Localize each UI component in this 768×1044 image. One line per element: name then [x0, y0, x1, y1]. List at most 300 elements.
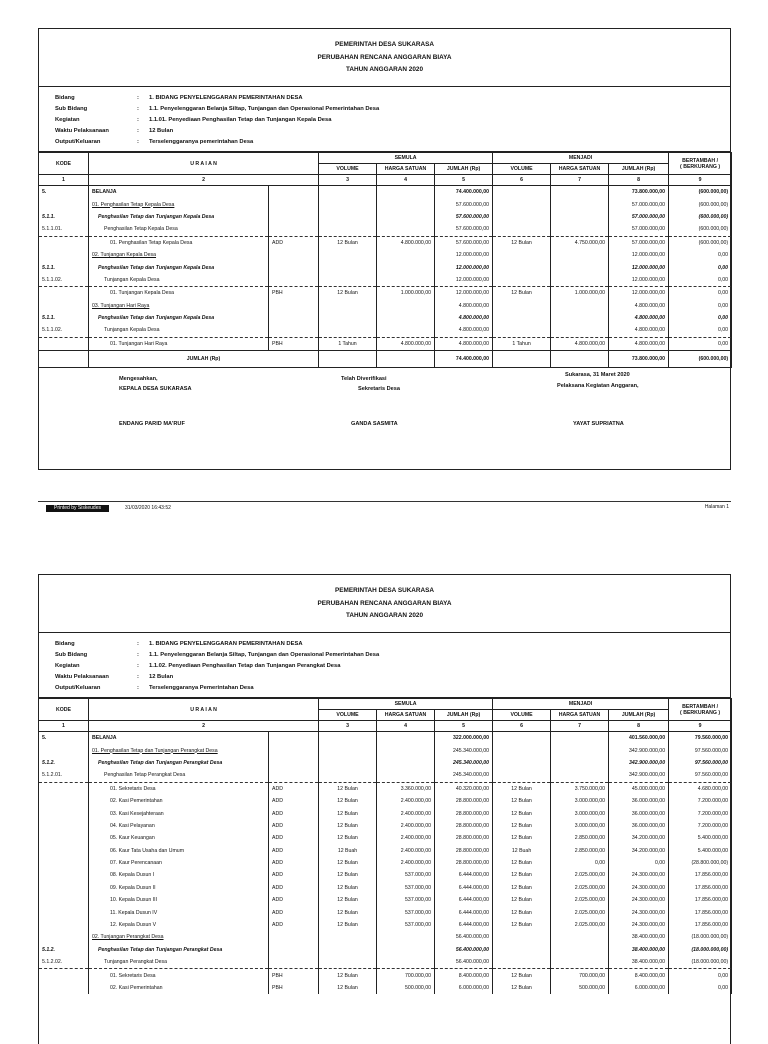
cell-volume: 1 Tahun — [493, 337, 551, 350]
cell-jumlah: 34.200.000,00 — [609, 832, 669, 844]
cell-jumlah: 38.400.000,00 — [609, 944, 669, 956]
cell-volume: 12 Bulan — [319, 919, 377, 931]
cell-kode — [39, 782, 89, 795]
table-row — [39, 869, 732, 881]
info-value: 1.1. Penyelenggaran Belanja Siltap, Tunjangan dan Operasional Pemerintahan Desa — [149, 106, 380, 112]
header-semula: SEMULA — [319, 153, 493, 164]
page-footer — [38, 501, 731, 514]
cell-volume — [319, 931, 377, 943]
cell-bertambah: 0,00 — [669, 249, 732, 261]
cell-bertambah: (600.000,00) — [669, 186, 732, 199]
cell-harga — [551, 757, 609, 769]
cell-bertambah: 0,00 — [669, 287, 732, 300]
table-row — [39, 919, 732, 931]
cell-jumlah: 6.444.000,00 — [435, 919, 493, 931]
cell-harga: 3.000.000,00 — [551, 807, 609, 819]
rab-page-1 — [38, 28, 731, 470]
cell-harga — [377, 249, 435, 261]
total-menjadi: 73.800.000,00 — [609, 351, 669, 368]
cell-harga: 4.800.000,00 — [377, 236, 435, 249]
cell-jumlah: 8.400.000,00 — [435, 969, 493, 982]
cell-jumlah: 38.400.000,00 — [609, 956, 669, 969]
cell-harga — [377, 223, 435, 236]
cell-volume: 12 Buah — [319, 845, 377, 857]
cell-sumber: ADD — [269, 807, 319, 819]
cell-harga — [377, 274, 435, 287]
col-num: 9 — [669, 175, 732, 186]
cell-volume: 12 Bulan — [493, 807, 551, 819]
table-row — [39, 882, 732, 894]
cell-bertambah: (600.000,00) — [669, 223, 732, 236]
cell-harga: 700.000,00 — [551, 969, 609, 982]
cell-kode: 5.1.1. — [39, 312, 89, 324]
cell-sumber — [269, 944, 319, 956]
cell-jumlah: 342.900.000,00 — [609, 744, 669, 756]
cell-jumlah: 28.800.000,00 — [435, 857, 493, 869]
header-volume: VOLUME — [319, 164, 377, 175]
cell-harga — [377, 300, 435, 312]
cell-uraian: 07. Kaur Perencanaan — [89, 857, 269, 869]
header-bertambah: BERTAMBAH / ( BERKURANG ) — [669, 153, 732, 175]
cell-harga: 3.360.000,00 — [377, 782, 435, 795]
cell-sumber: PBH — [269, 982, 319, 994]
header-jumlah: JUMLAH (Rp) — [435, 710, 493, 721]
cell-bertambah: 5.400.000,00 — [669, 832, 732, 844]
cell-uraian: 02. Kasi Pemerintahan — [89, 982, 269, 994]
table-row — [39, 312, 732, 324]
cell-sumber: PBH — [269, 969, 319, 982]
title-line: TAHUN ANGGARAN 2020 — [345, 66, 424, 74]
cell-volume: 12 Bulan — [319, 894, 377, 906]
column-numbers — [39, 721, 732, 732]
info-label: Output/Keluaran — [55, 139, 101, 145]
cell-sumber — [269, 211, 319, 223]
col-num: 1 — [39, 721, 89, 732]
cell-jumlah: 38.400.000,00 — [609, 931, 669, 943]
cell-volume — [319, 249, 377, 261]
cell-jumlah: 57.600.000,00 — [435, 211, 493, 223]
cell-uraian: 01. Sekretaris Desa — [89, 969, 269, 982]
cell-harga: 0,00 — [551, 857, 609, 869]
info-value: Terselenggaranya Pemerintahan Desa — [149, 685, 254, 691]
cell-jumlah: 6.444.000,00 — [435, 882, 493, 894]
header-uraian: U R A I A N — [89, 153, 319, 175]
info-colon: : — [137, 117, 139, 123]
cell-jumlah: 4.800.000,00 — [609, 337, 669, 350]
cell-sumber: ADD — [269, 236, 319, 249]
cell-kode: 5.1.2.02. — [39, 956, 89, 969]
cell-harga — [551, 732, 609, 745]
cell-uraian: 12. Kepala Dusun V — [89, 919, 269, 931]
info-label: Waktu Pelaksanaan — [55, 674, 109, 680]
cell-harga: 537.000,00 — [377, 882, 435, 894]
cell-bertambah: 7.200.000,00 — [669, 807, 732, 819]
cell-jumlah: 28.800.000,00 — [435, 795, 493, 807]
cell-harga — [551, 944, 609, 956]
cell-sumber: PBH — [269, 287, 319, 300]
cell-sumber: ADD — [269, 857, 319, 869]
cell-uraian: 01. Penghasilan Tetap Kepala Desa — [89, 198, 269, 210]
header-jumlah: JUMLAH (Rp) — [609, 710, 669, 721]
cell-uraian: Penghasilan Tetap Kepala Desa — [89, 223, 269, 236]
cell-uraian: 01. Tunjangan Kepala Desa — [89, 287, 269, 300]
cell-volume — [319, 944, 377, 956]
cell-bertambah: 0,00 — [669, 261, 732, 273]
printed-by-badge: Printed by Siskeudes — [46, 505, 109, 512]
info-value: 1.1.02. Penyediaan Penghasilan Tetap dan Tunjangan Perangkat Desa — [149, 663, 341, 669]
table-row — [39, 249, 732, 261]
cell-harga — [551, 300, 609, 312]
cell-harga — [551, 744, 609, 756]
header-harga: HARGA SATUAN — [377, 164, 435, 175]
table-row — [39, 894, 732, 906]
cell-jumlah: 4.800.000,00 — [609, 312, 669, 324]
table-row — [39, 769, 732, 782]
cell-jumlah: 6.444.000,00 — [435, 906, 493, 918]
table-row — [39, 261, 732, 273]
table-row — [39, 795, 732, 807]
cell-kode — [39, 982, 89, 994]
cell-harga: 500.000,00 — [377, 982, 435, 994]
info-label: Bidang — [55, 95, 75, 101]
document-title — [39, 575, 730, 633]
cell-volume: 12 Bulan — [493, 236, 551, 249]
cell-bertambah: 0,00 — [669, 324, 732, 337]
cell-sumber: ADD — [269, 782, 319, 795]
info-value: 1. BIDANG PENYELENGGARAN PEMERINTAHAN DESA — [149, 95, 303, 101]
cell-sumber — [269, 956, 319, 969]
cell-kode: 5. — [39, 186, 89, 199]
sign-place-date: Sukarasa, 31 Maret 2020 — [565, 372, 630, 379]
cell-sumber — [269, 223, 319, 236]
cell-sumber: ADD — [269, 919, 319, 931]
header-volume: VOLUME — [493, 164, 551, 175]
col-num: 6 — [493, 721, 551, 732]
sign-kades-title: KEPALA DESA SUKARASA — [119, 386, 192, 393]
cell-kode — [39, 820, 89, 832]
cell-uraian: BELANJA — [89, 186, 269, 199]
header-semula: SEMULA — [319, 699, 493, 710]
cell-volume: 12 Bulan — [493, 832, 551, 844]
table-row — [39, 223, 732, 236]
info-value: 12 Bulan — [149, 128, 174, 134]
cell-jumlah: 0,00 — [609, 857, 669, 869]
cell-volume: 12 Bulan — [493, 287, 551, 300]
cell-jumlah: 57.000.000,00 — [609, 211, 669, 223]
total-label: JUMLAH (Rp) — [89, 351, 319, 368]
info-value: 1. BIDANG PENYELENGGARAN PEMERINTAHAN DESA — [149, 641, 303, 647]
cell-bertambah: 5.400.000,00 — [669, 845, 732, 857]
cell-jumlah: 245.340.000,00 — [435, 744, 493, 756]
cell-harga: 537.000,00 — [377, 869, 435, 881]
cell-jumlah: 57.000.000,00 — [609, 236, 669, 249]
cell-bertambah: 0,00 — [669, 274, 732, 287]
title-line: PEMERINTAH DESA SUKARASA — [334, 587, 435, 594]
cell-volume — [493, 249, 551, 261]
rab-page-2 — [38, 574, 731, 1044]
cell-volume — [493, 198, 551, 210]
cell-volume — [493, 757, 551, 769]
table-row — [39, 944, 732, 956]
cell-bertambah: (600.000,00) — [669, 198, 732, 210]
cell-harga: 4.800.000,00 — [377, 337, 435, 350]
document-title — [39, 29, 730, 87]
cell-jumlah: 4.800.000,00 — [609, 300, 669, 312]
table-row — [39, 982, 732, 994]
cell-kode — [39, 894, 89, 906]
table-row — [39, 931, 732, 943]
header-menjadi: MENJADI — [493, 699, 669, 710]
cell-harga — [551, 261, 609, 273]
cell-kode — [39, 236, 89, 249]
cell-uraian: 10. Kepala Dusun III — [89, 894, 269, 906]
cell-jumlah: 12.000.000,00 — [435, 249, 493, 261]
cell-jumlah: 4.800.000,00 — [435, 300, 493, 312]
cell-volume — [319, 757, 377, 769]
cell-volume — [493, 312, 551, 324]
info-value: 12 Bulan — [149, 674, 174, 680]
cell-jumlah: 24.300.000,00 — [609, 882, 669, 894]
cell-jumlah: 245.340.000,00 — [435, 757, 493, 769]
cell-kode — [39, 845, 89, 857]
sign-mengesahkan: Mengesahkan, — [119, 376, 158, 383]
cell-jumlah: 57.600.000,00 — [435, 236, 493, 249]
cell-jumlah: 28.800.000,00 — [435, 845, 493, 857]
table-row — [39, 744, 732, 756]
cell-bertambah: 97.560.000,00 — [669, 769, 732, 782]
info-label: Bidang — [55, 641, 75, 647]
cell-volume: 12 Bulan — [319, 807, 377, 819]
cell-sumber: ADD — [269, 795, 319, 807]
cell-jumlah: 28.800.000,00 — [435, 820, 493, 832]
table-row — [39, 807, 732, 819]
info-label: Sub Bidang — [55, 106, 88, 112]
cell-harga: 2.025.000,00 — [551, 919, 609, 931]
cell-harga: 2.400.000,00 — [377, 845, 435, 857]
cell-volume: 12 Bulan — [319, 869, 377, 881]
info-colon: : — [137, 663, 139, 669]
cell-harga: 2.025.000,00 — [551, 882, 609, 894]
cell-harga — [377, 744, 435, 756]
cell-harga: 537.000,00 — [377, 919, 435, 931]
cell-jumlah: 4.800.000,00 — [435, 324, 493, 337]
cell-bertambah: (18.000.000,00) — [669, 931, 732, 943]
cell-volume — [493, 744, 551, 756]
cell-jumlah: 74.400.000,00 — [435, 186, 493, 199]
table-row — [39, 300, 732, 312]
cell-bertambah: 0,00 — [669, 312, 732, 324]
cell-jumlah: 24.300.000,00 — [609, 919, 669, 931]
cell-sumber — [269, 186, 319, 199]
cell-volume — [493, 223, 551, 236]
table-row — [39, 186, 732, 199]
header-uraian: U R A I A N — [89, 699, 319, 721]
cell-volume — [319, 261, 377, 273]
cell-jumlah: 56.400.000,00 — [435, 956, 493, 969]
cell-kode — [39, 882, 89, 894]
cell-jumlah: 40.320.000,00 — [435, 782, 493, 795]
header-harga: HARGA SATUAN — [551, 164, 609, 175]
info-label: Waktu Pelaksanaan — [55, 128, 109, 134]
cell-jumlah: 12.000.000,00 — [435, 274, 493, 287]
col-num: 4 — [377, 721, 435, 732]
cell-volume — [319, 744, 377, 756]
cell-harga — [551, 931, 609, 943]
cell-volume — [319, 186, 377, 199]
cell-sumber — [269, 769, 319, 782]
cell-bertambah: (18.000.000,00) — [669, 956, 732, 969]
page-number: Halaman 1 — [704, 504, 729, 510]
cell-volume — [319, 274, 377, 287]
cell-kode: 5.1.1. — [39, 261, 89, 273]
table-row — [39, 198, 732, 210]
cell-harga — [551, 198, 609, 210]
cell-uraian: Tunjangan Kepala Desa — [89, 274, 269, 287]
cell-volume: 12 Bulan — [493, 882, 551, 894]
table-header — [39, 699, 732, 732]
info-label: Output/Keluaran — [55, 685, 101, 691]
sign-sekdes-name: GANDA SASMITA — [351, 421, 398, 428]
cell-volume: 12 Bulan — [319, 832, 377, 844]
cell-jumlah: 36.000.000,00 — [609, 795, 669, 807]
table-row — [39, 956, 732, 969]
cell-uraian: Tunjangan Perangkat Desa — [89, 956, 269, 969]
cell-harga — [377, 186, 435, 199]
table-row — [39, 236, 732, 249]
cell-sumber — [269, 732, 319, 745]
cell-harga — [551, 324, 609, 337]
cell-harga — [377, 211, 435, 223]
info-value: 1.1. Penyelenggaran Belanja Siltap, Tunjangan dan Operasional Pemerintahan Desa — [149, 652, 380, 658]
cell-sumber — [269, 249, 319, 261]
cell-jumlah: 245.340.000,00 — [435, 769, 493, 782]
table-body — [39, 186, 732, 351]
cell-harga: 2.850.000,00 — [551, 845, 609, 857]
cell-volume: 12 Bulan — [319, 982, 377, 994]
table-row — [39, 324, 732, 337]
cell-uraian: Penghasilan Tetap dan Tunjangan Kepala Desa — [89, 261, 269, 273]
cell-volume — [493, 324, 551, 337]
cell-kode — [39, 300, 89, 312]
cell-uraian: BELANJA — [89, 732, 269, 745]
activity-info — [39, 633, 730, 698]
cell-harga — [551, 249, 609, 261]
cell-volume: 12 Bulan — [493, 820, 551, 832]
budget-table — [38, 698, 732, 994]
cell-volume: 1 Tahun — [319, 337, 377, 350]
cell-uraian: 11. Kepala Dusun IV — [89, 906, 269, 918]
table-body — [39, 732, 732, 995]
title-line: PERUBAHAN RENCANA ANGGARAN BIAYA — [317, 599, 452, 607]
cell-uraian: 08. Kepala Dusun I — [89, 869, 269, 881]
cell-volume — [319, 324, 377, 337]
cell-volume — [319, 211, 377, 223]
cell-kode — [39, 857, 89, 869]
cell-harga: 3.750.000,00 — [551, 782, 609, 795]
col-num: 5 — [435, 721, 493, 732]
col-num: 2 — [89, 175, 319, 186]
cell-jumlah: 57.000.000,00 — [609, 198, 669, 210]
cell-uraian: Tunjangan Kepala Desa — [89, 324, 269, 337]
cell-jumlah: 322.000.000,00 — [435, 732, 493, 745]
cell-harga — [551, 274, 609, 287]
cell-harga — [551, 956, 609, 969]
cell-bertambah: (600.000,00) — [669, 211, 732, 223]
cell-bertambah: 97.560.000,00 — [669, 757, 732, 769]
cell-bertambah: 0,00 — [669, 969, 732, 982]
cell-harga: 4.750.000,00 — [551, 236, 609, 249]
cell-jumlah: 4.800.000,00 — [435, 312, 493, 324]
header-menjadi: MENJADI — [493, 153, 669, 164]
col-num: 5 — [435, 175, 493, 186]
cell-uraian: 04. Kasi Pelayanan — [89, 820, 269, 832]
header-bertambah: BERTAMBAH / ( BERKURANG ) — [669, 699, 732, 721]
info-value: Terselenggaranya pemerintahan Desa — [149, 139, 254, 145]
cell-jumlah: 342.900.000,00 — [609, 769, 669, 782]
cell-harga — [377, 312, 435, 324]
info-label: Kegiatan — [55, 663, 80, 669]
cell-volume: 12 Bulan — [493, 906, 551, 918]
table-header — [39, 153, 732, 186]
table-row — [39, 757, 732, 769]
cell-bertambah: (600.000,00) — [669, 236, 732, 249]
cell-uraian: 01. Penghasilan Tetap dan Tunjangan Perangkat Desa — [89, 744, 269, 756]
cell-bertambah: 17.856.000,00 — [669, 894, 732, 906]
table-row — [39, 211, 732, 223]
cell-kode: 5.1.1.02. — [39, 324, 89, 337]
total-semula: 74.400.000,00 — [435, 351, 493, 368]
cell-bertambah: 7.200.000,00 — [669, 795, 732, 807]
cell-harga — [377, 324, 435, 337]
col-num: 7 — [551, 175, 609, 186]
info-colon: : — [137, 106, 139, 112]
cell-volume — [493, 931, 551, 943]
cell-harga: 500.000,00 — [551, 982, 609, 994]
cell-kode — [39, 931, 89, 943]
col-num: 3 — [319, 175, 377, 186]
cell-harga: 3.000.000,00 — [551, 820, 609, 832]
cell-bertambah: 79.560.000,00 — [669, 732, 732, 745]
title-line: TAHUN ANGGARAN 2020 — [345, 612, 424, 620]
cell-bertambah: 17.856.000,00 — [669, 882, 732, 894]
cell-harga — [551, 223, 609, 236]
cell-uraian: Penghasilan Tetap dan Tunjangan Perangkat Desa — [89, 944, 269, 956]
cell-jumlah: 24.300.000,00 — [609, 869, 669, 881]
cell-volume: 12 Bulan — [493, 982, 551, 994]
cell-volume — [319, 312, 377, 324]
info-label: Kegiatan — [55, 117, 80, 123]
cell-harga — [377, 261, 435, 273]
cell-kode: 5.1.1.02. — [39, 274, 89, 287]
cell-bertambah: 7.200.000,00 — [669, 820, 732, 832]
cell-bertambah: 17.856.000,00 — [669, 919, 732, 931]
cell-uraian: 06. Kaur Tata Usaha dan Umum — [89, 845, 269, 857]
cell-harga: 4.800.000,00 — [551, 337, 609, 350]
cell-volume: 12 Bulan — [319, 782, 377, 795]
cell-sumber — [269, 261, 319, 273]
cell-sumber: PBH — [269, 337, 319, 350]
cell-harga: 2.025.000,00 — [551, 906, 609, 918]
cell-volume — [493, 769, 551, 782]
cell-volume: 12 Bulan — [493, 857, 551, 869]
cell-harga — [551, 211, 609, 223]
cell-volume: 12 Bulan — [493, 869, 551, 881]
cell-harga: 537.000,00 — [377, 906, 435, 918]
cell-sumber — [269, 324, 319, 337]
cell-harga: 2.400.000,00 — [377, 820, 435, 832]
cell-sumber: ADD — [269, 832, 319, 844]
header-volume: VOLUME — [319, 710, 377, 721]
